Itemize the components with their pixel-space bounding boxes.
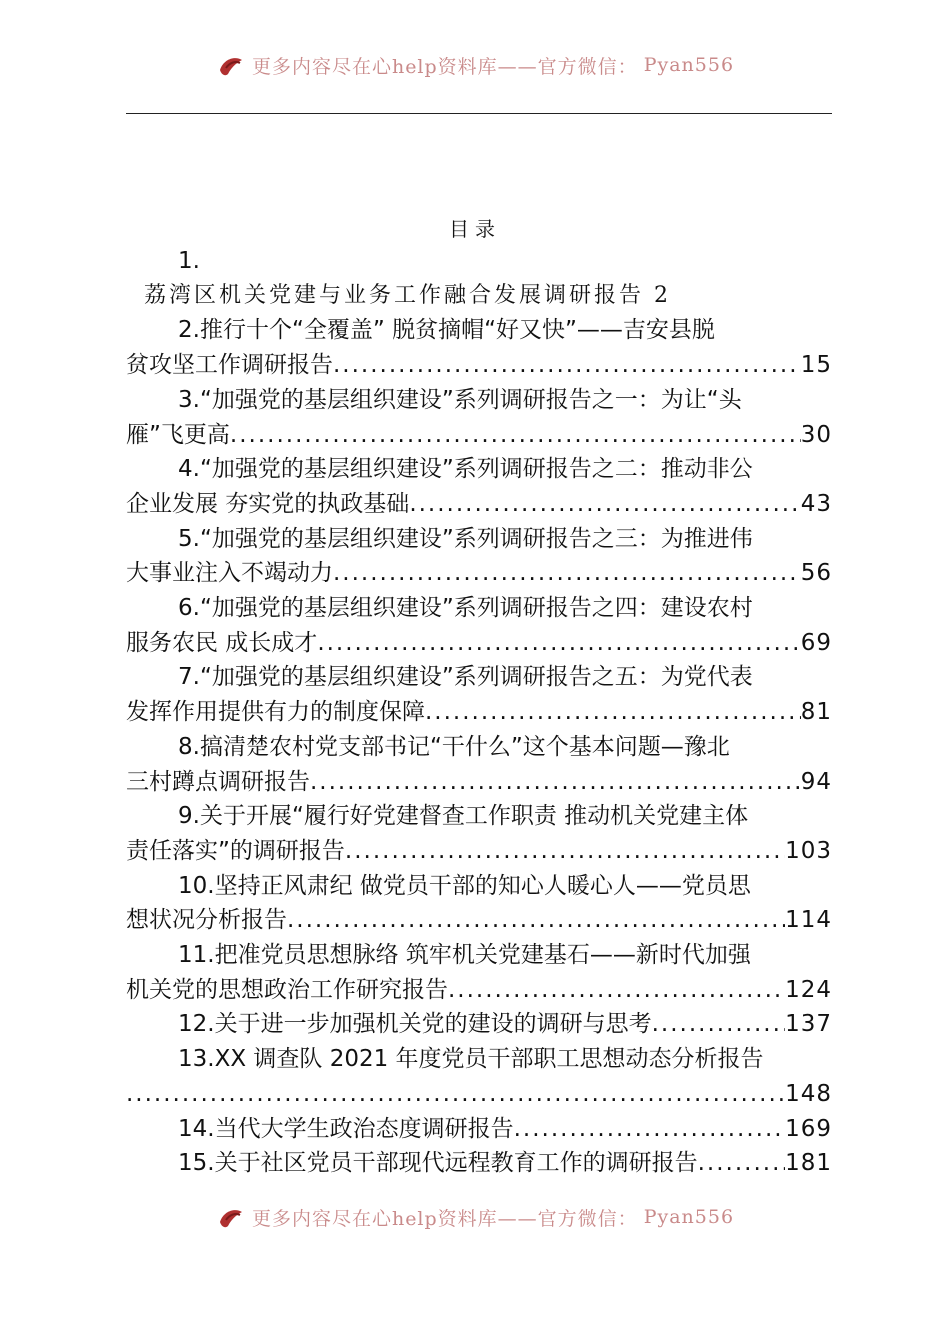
toc-entry-13[interactable] [126, 1042, 832, 1111]
toc-entry-title: 15.关于社区党员干部现代远程教育工作的调研报告 [178, 1150, 698, 1177]
watermark-handle: Pyan556 [643, 1206, 735, 1228]
toc-page-number: 114 [785, 907, 832, 934]
leader-dots [514, 1112, 786, 1147]
header-watermark [0, 54, 950, 88]
toc-entry-title: 服务农民 成长成才 [126, 629, 318, 656]
toc-entry-line: 11.把准党员思想脉络 筑牢机关党建基石——新时代加强 [178, 942, 751, 969]
footer-watermark [0, 1206, 950, 1240]
watermark-text: 更多内容尽在心help资料库——官方微信： [251, 1207, 638, 1230]
toc-entry-title: 贫攻坚工作调研报告 [126, 352, 333, 379]
leader-dots [698, 1146, 786, 1181]
watermark-handle: Pyan556 [643, 54, 735, 76]
table-of-contents [126, 244, 832, 1181]
toc-page-number: 169 [785, 1115, 832, 1142]
toc-page-number: 94 [800, 768, 832, 795]
toc-entry-title: 14.当代大学生政治态度调研报告 [178, 1115, 514, 1142]
toc-entry-title: 三村蹲点调研报告 [126, 768, 310, 795]
watermark-text: 更多内容尽在心help资料库——官方微信： [251, 55, 638, 78]
toc-entry-title: 荔湾区机关党建与业务工作融合发展调研报告 2 [144, 282, 672, 308]
leader-dots [333, 348, 801, 383]
toc-entry-3[interactable] [126, 383, 832, 452]
toc-page-number: 15 [800, 352, 832, 379]
toc-entry-line: 10.坚持正风肃纪 做党员干部的知心人暖心人——党员思 [178, 872, 751, 899]
toc-entry-title: 雁”飞更高 [126, 421, 230, 448]
leader-dots [425, 695, 801, 730]
toc-entry-line: 13.XX 调查队 2021 年度党员干部职工思想动态分析报告 [178, 1046, 764, 1073]
toc-entry-title: 机关党的思想政治工作研究报告 [126, 976, 448, 1003]
toc-entry-line: 9.关于开展“履行好党建督查工作职责 推动机关党建主体 [178, 803, 749, 830]
toc-entry-title: 大事业注入不竭动力 [126, 560, 333, 587]
toc-page-number: 181 [785, 1150, 832, 1177]
toc-entry-title: 发挥作用提供有力的制度保障 [126, 699, 425, 726]
toc-page-number: 103 [785, 837, 832, 864]
toc-page-number: 30 [800, 421, 832, 448]
toc-entry-line: 6.“加强党的基层组织建设”系列调研报告之四：建设农村 [178, 595, 753, 622]
toc-page-number: 56 [800, 560, 832, 587]
toc-entry-15[interactable] [126, 1146, 832, 1181]
leader-dots [409, 487, 800, 522]
brand-logo-icon [216, 54, 246, 78]
leader-dots [345, 834, 785, 869]
toc-entry-line: 7.“加强党的基层组织建设”系列调研报告之五：为党代表 [178, 664, 753, 691]
toc-entry-11[interactable] [126, 938, 832, 1007]
toc-entry-4[interactable] [126, 452, 832, 521]
toc-entry-9[interactable] [126, 799, 832, 868]
toc-entry-12[interactable] [126, 1007, 832, 1042]
leader-dots [333, 556, 801, 591]
toc-entry-line: 4.“加强党的基层组织建设”系列调研报告之二：推动非公 [178, 456, 753, 483]
toc-page-number: 43 [800, 490, 832, 517]
toc-entry-8[interactable] [126, 730, 832, 799]
header-rule [126, 113, 832, 114]
toc-page-number: 148 [785, 1080, 832, 1107]
toc-entry-6[interactable] [126, 591, 832, 660]
leader-dots [287, 903, 785, 938]
brand-logo-icon [216, 1206, 246, 1230]
toc-page-number: 69 [800, 629, 832, 656]
leader-dots [126, 1077, 785, 1112]
leader-dots [652, 1007, 786, 1042]
toc-entry-title: 企业发展 夯实党的执政基础 [126, 490, 410, 517]
toc-title: 目录 [449, 217, 501, 241]
toc-entry-14[interactable] [126, 1112, 832, 1147]
toc-entry-line: 5.“加强党的基层组织建设”系列调研报告之三：为推进伟 [178, 525, 753, 552]
toc-entry-10[interactable] [126, 869, 832, 938]
toc-entry-1[interactable] [126, 244, 832, 313]
toc-entry-line: 2.推行十个“全覆盖” 脱贫摘帽“好又快”——吉安县脱 [178, 317, 715, 344]
toc-entry-title: 责任落实”的调研报告 [126, 837, 345, 864]
toc-entry-2[interactable] [126, 313, 832, 382]
toc-entry-title: 12.关于进一步加强机关党的建设的调研与思考 [178, 1011, 652, 1038]
leader-dots [448, 973, 785, 1008]
toc-page-number: 81 [800, 699, 832, 726]
leader-dots [230, 418, 801, 453]
toc-entry-7[interactable] [126, 660, 832, 729]
toc-page-number: 124 [785, 976, 832, 1003]
leader-dots [317, 626, 800, 661]
toc-entry-5[interactable] [126, 522, 832, 591]
leader-dots [310, 765, 801, 800]
toc-entry-line: 3.“加强党的基层组织建设”系列调研报告之一：为让“头 [178, 386, 742, 413]
toc-entry-number: 1. [178, 248, 200, 274]
toc-page-number: 137 [785, 1011, 832, 1038]
toc-entry-line: 8.搞清楚农村党支部书记“干什么”这个基本问题—豫北 [178, 733, 730, 760]
toc-entry-title: 想状况分析报告 [126, 907, 287, 934]
